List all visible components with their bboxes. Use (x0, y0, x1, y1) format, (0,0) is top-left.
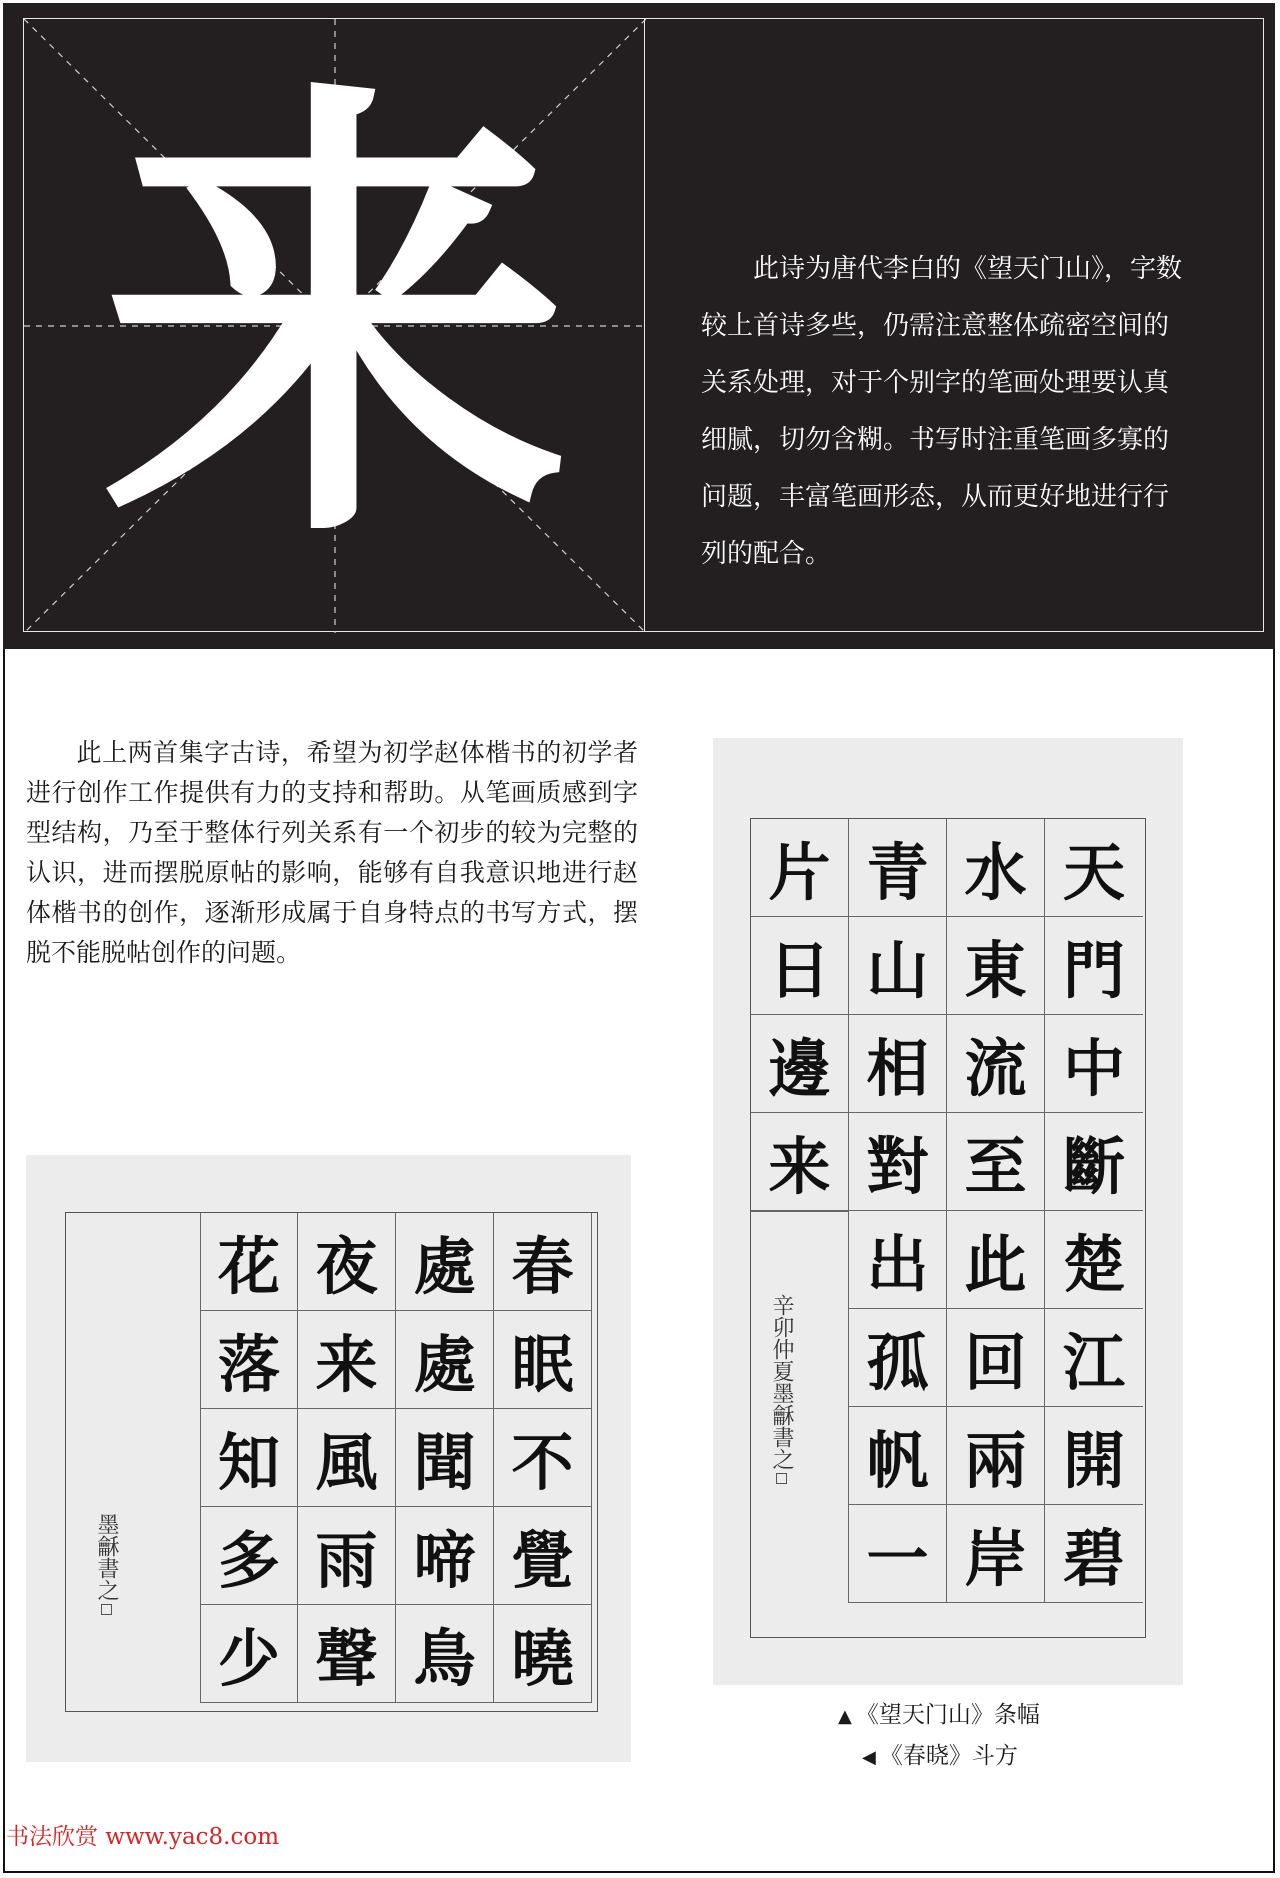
calligraphy-cell: 少 (200, 1605, 298, 1703)
calligraphy-cell: 山 (849, 917, 947, 1015)
caption-chunxiao (862, 1737, 1018, 1770)
calligraphy-cell: 聞 (396, 1409, 494, 1507)
triangle-up-icon: ▲ (838, 1706, 852, 1727)
featured-character: 来 (100, 43, 570, 595)
calligraphy-cell: 此 (947, 1211, 1045, 1309)
calligraphy-cell (751, 1309, 849, 1407)
calligraphy-cell: 岸 (947, 1505, 1045, 1603)
calligraphy-cell: 聲 (298, 1605, 396, 1703)
intro-paragraph-text: 此诗为唐代李白的《望天门山》，字数较上首诗多些，仍需注意整体疏密空间的关系处理，对于个别字的笔画处理要认真细腻，切勿含糊。书写时注重笔画多寡的问题，丰富笔画形态，从而更好地进行行列的配合。 (701, 254, 1183, 569)
calligraphy-cell: 不 (494, 1409, 592, 1507)
artwork-right-inscription (771, 1294, 793, 1487)
artwork-chunxiao-panel (26, 1155, 631, 1762)
seal-stamp-icon (101, 1604, 112, 1615)
calligraphy-cell: 處 (396, 1213, 494, 1311)
calligraphy-cell: 春 (494, 1213, 592, 1311)
calligraphy-cell: 夜 (298, 1213, 396, 1311)
calligraphy-cell: 流 (947, 1015, 1045, 1113)
footer-site-link[interactable]: 书法欣赏 www.yac8.com (6, 1824, 280, 1850)
artwork-left-inscription (96, 1513, 118, 1618)
caption-wangtianmenshan (838, 1696, 1040, 1729)
calligraphy-cell: 啼 (396, 1507, 494, 1605)
calligraphy-cell: 水 (947, 819, 1045, 917)
artwork-right-grid (751, 819, 1143, 1603)
calligraphy-cell: 江 (1045, 1309, 1143, 1407)
calligraphy-cell (751, 1211, 849, 1309)
calligraphy-cell: 花 (200, 1213, 298, 1311)
calligraphy-cell: 帆 (849, 1407, 947, 1505)
calligraphy-cell: 眠 (494, 1311, 592, 1409)
calligraphy-cell: 雨 (298, 1507, 396, 1605)
calligraphy-cell: 鳥 (396, 1605, 494, 1703)
calligraphy-cell: 曉 (494, 1605, 592, 1703)
calligraphy-cell: 兩 (947, 1407, 1045, 1505)
calligraphy-cell: 門 (1045, 917, 1143, 1015)
artwork-left-grid (200, 1213, 592, 1703)
artwork-wangtianmenshan-panel (713, 738, 1183, 1685)
calligraphy-cell: 知 (200, 1409, 298, 1507)
calligraphy-cell: 斷 (1045, 1113, 1143, 1211)
calligraphy-cell: 日 (751, 917, 849, 1015)
caption-chunxiao-text: 《春晓》斗方 (879, 1743, 1018, 1769)
calligraphy-cell: 相 (849, 1015, 947, 1113)
calligraphy-cell: 天 (1045, 819, 1143, 917)
calligraphy-cell (751, 1407, 849, 1505)
calligraphy-cell: 對 (849, 1113, 947, 1211)
calligraphy-cell: 楚 (1045, 1211, 1143, 1309)
character-grid-box (23, 18, 645, 632)
calligraphy-cell: 東 (947, 917, 1045, 1015)
body-paragraph (26, 733, 638, 973)
body-paragraph-text: 此上两首集字古诗，希望为初学赵体楷书的初学者进行创作工作提供有力的支持和帮助。从笔画质感到字型结构，乃至于整体行列关系有一个初步的较为完整的认识，进而摆脱原帖的影响，能够有自我意识地进行赵体楷书的创作，逐渐形成属于自身特点的书写方式，摆脱不能脱帖创作的问题。 (26, 738, 638, 967)
top-banner (3, 3, 1275, 649)
calligraphy-cell: 一 (849, 1505, 947, 1603)
calligraphy-cell: 出 (849, 1211, 947, 1309)
calligraphy-cell: 處 (396, 1311, 494, 1409)
artwork-left-inscription-text: 墨龢書之 (94, 1513, 119, 1601)
calligraphy-cell (751, 1505, 849, 1603)
calligraphy-cell: 孤 (849, 1309, 947, 1407)
seal-stamp-icon (776, 1473, 787, 1484)
calligraphy-cell: 回 (947, 1309, 1045, 1407)
calligraphy-cell: 中 (1045, 1015, 1143, 1113)
calligraphy-cell: 来 (298, 1311, 396, 1409)
calligraphy-cell: 至 (947, 1113, 1045, 1211)
calligraphy-cell: 来 (751, 1113, 849, 1211)
artwork-right-inscription-text: 辛卯仲夏墨龢書之 (769, 1294, 794, 1470)
calligraphy-cell: 青 (849, 819, 947, 917)
calligraphy-cell: 邊 (751, 1015, 849, 1113)
triangle-left-icon: ◀ (862, 1747, 876, 1768)
intro-text-box (645, 18, 1264, 632)
calligraphy-cell: 落 (200, 1311, 298, 1409)
artwork-wangtianmenshan-sheet (750, 818, 1146, 1638)
calligraphy-cell: 開 (1045, 1407, 1143, 1505)
calligraphy-cell: 風 (298, 1409, 396, 1507)
caption-wangtianmenshan-text: 《望天门山》条幅 (855, 1702, 1040, 1728)
calligraphy-cell: 碧 (1045, 1505, 1143, 1603)
calligraphy-cell: 覺 (494, 1507, 592, 1605)
artwork-chunxiao-sheet (65, 1212, 598, 1712)
calligraphy-cell: 片 (751, 819, 849, 917)
intro-paragraph (701, 241, 1191, 583)
calligraphy-cell: 多 (200, 1507, 298, 1605)
